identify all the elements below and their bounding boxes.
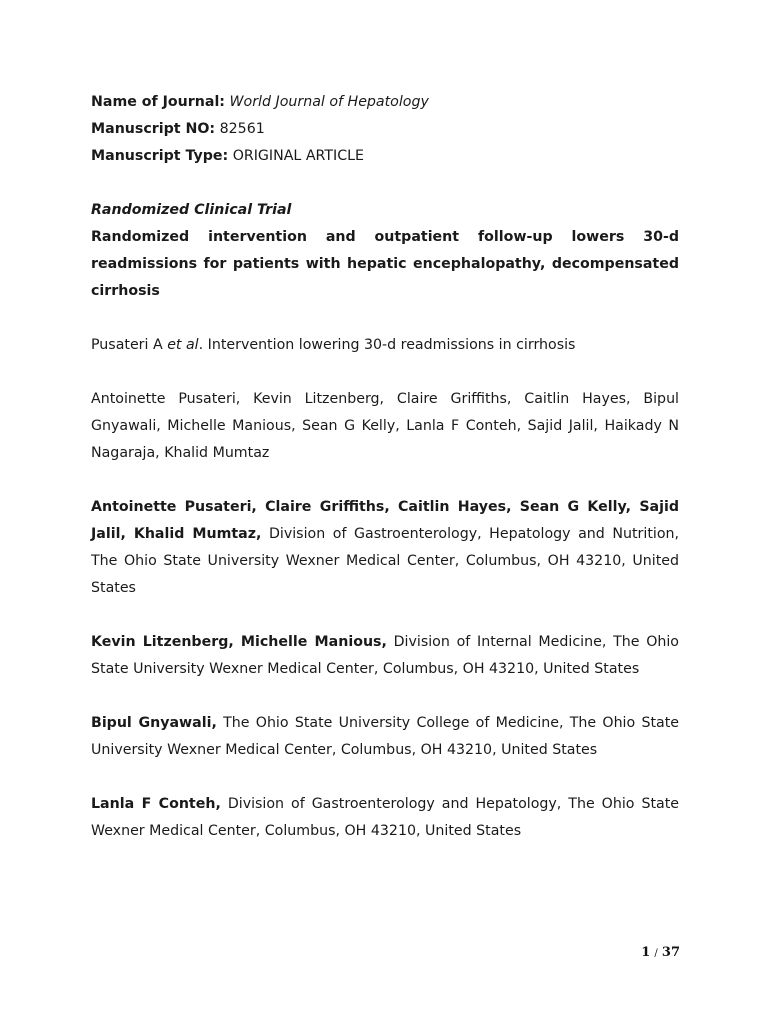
affiliation-1-names: Antoinette Pusateri, Claire Griffiths, Caitlin Hayes, Sean G Kelly, Sajid Jalil, Khalid Mumtaz, xyxy=(91,499,679,542)
running-title-text: . Intervention lowering 30-d readmissions in cirrhosis xyxy=(198,337,576,353)
author-list: Antoinette Pusateri, Kevin Litzenberg, Claire Griffiths, Caitlin Hayes, Bipul Gnyawali, Michelle Manious, Sean G Kelly, Lanla F Conteh, Sajid Jalil, Haikady N Nagaraja, Khalid Mumtaz xyxy=(91,391,679,461)
affiliation-3-names: Bipul Gnyawali, xyxy=(91,715,217,731)
affiliation-3-text: The Ohio State University College of Medicine, The Ohio State University Wexner Medical Center, Columbus, OH 43210, United States xyxy=(91,715,679,758)
affiliation-2 xyxy=(91,629,679,683)
running-title xyxy=(91,332,679,359)
article-title: Randomized intervention and outpatient follow-up lowers 30-d readmissions for patients with hepatic encephalopathy, decompensated cirrhosis xyxy=(91,229,679,299)
manuscript-type-value: ORIGINAL ARTICLE xyxy=(232,148,364,164)
affiliation-4 xyxy=(91,791,679,845)
page-number-total: 37 xyxy=(661,945,680,960)
affiliation-1 xyxy=(91,494,679,602)
affiliation-2-text: Division of Internal Medicine, The Ohio State University Wexner Medical Center, Columbus, OH 43210, United States xyxy=(91,634,679,677)
running-title-author: Pusateri A xyxy=(91,337,168,353)
manuscript-no-value: 82561 xyxy=(219,121,265,137)
journal-label: Name of Journal: xyxy=(91,94,225,110)
page-number xyxy=(600,945,680,960)
affiliation-3 xyxy=(91,710,679,764)
manuscript-type-line xyxy=(91,143,679,170)
page-number-separator: / xyxy=(654,948,658,959)
journal-name: World Journal of Hepatology xyxy=(229,94,429,110)
affiliation-1-text: Division of Gastroenterology, Hepatology and Nutrition, The Ohio State University Wexner Medical Center, Columbus, OH 43210, United States xyxy=(91,526,680,596)
page-number-current: 1 xyxy=(641,945,651,960)
manuscript-no-line xyxy=(91,116,679,143)
section-heading: Randomized Clinical Trial xyxy=(91,202,292,218)
manuscript-page xyxy=(91,89,679,845)
journal-line xyxy=(91,89,679,116)
manuscript-type-label: Manuscript Type: xyxy=(91,148,229,164)
running-title-etal: et al xyxy=(167,337,199,353)
affiliation-4-text: Division of Gastroenterology and Hepatology, The Ohio State Wexner Medical Center, Columbus, OH 43210, United States xyxy=(91,796,679,839)
affiliation-4-names: Lanla F Conteh, xyxy=(91,796,221,812)
affiliation-2-names: Kevin Litzenberg, Michelle Manious, xyxy=(91,634,387,650)
manuscript-no-label: Manuscript NO: xyxy=(91,121,216,137)
